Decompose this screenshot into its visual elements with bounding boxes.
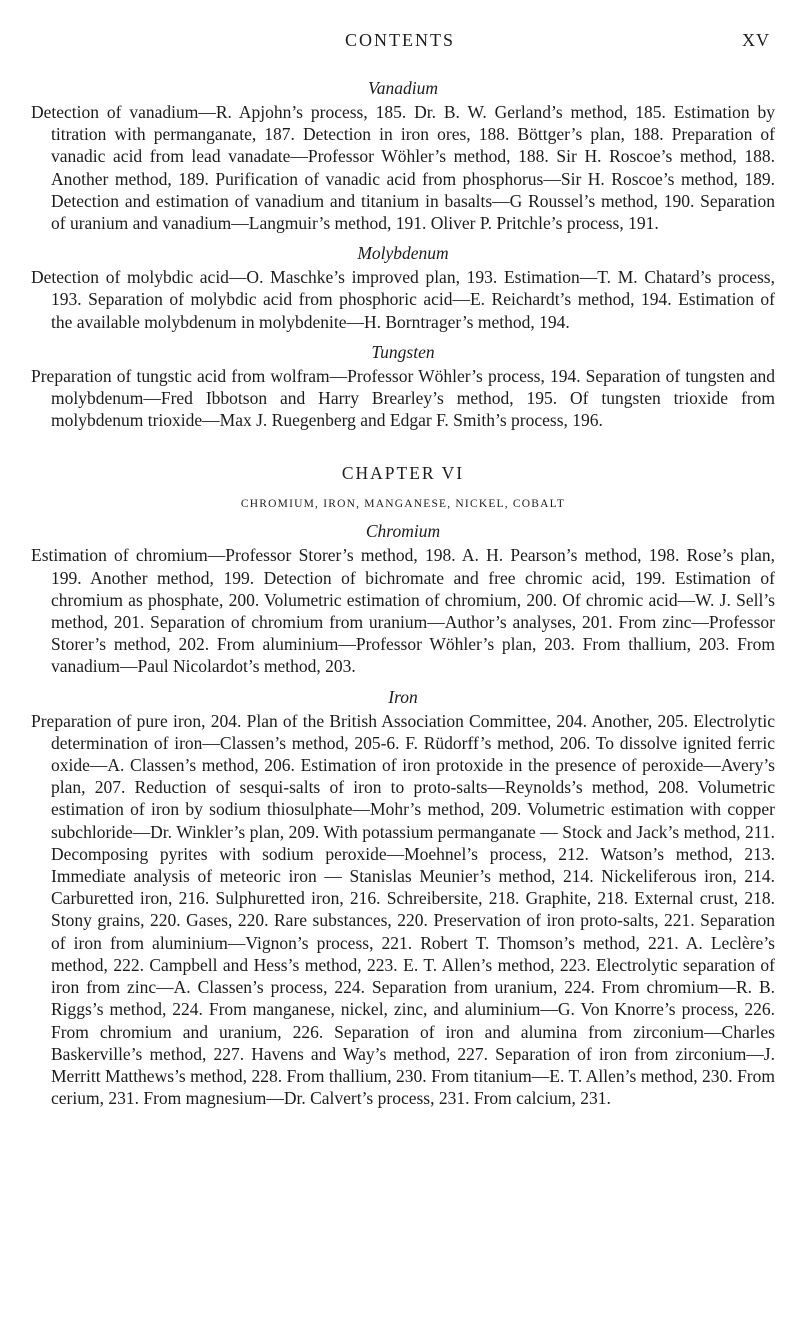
section-title: Chromium [365,521,441,542]
section-title: Vanadium [368,78,438,98]
page-number: XV [742,30,770,50]
section-text: Preparation of pure iron, 204. Plan of the British Association Committee, 204. Another, 205. Electrolytic determination of iron—Classen’s method, 205-6. F. Rüdorff’s method, 206. To dissolve ignited ferric oxide—A. Classen’s method, 206. Estimation of iron protoxide in the presence of peroxide—Avery’s plan, 207. Reduction of sesqui-salts of iron to proto-salts—Reynolds’s method, 208. Volumetric estimation of iron by sodium thiosulphate—Mohr’s method, 209. Volumetric estimation with copper subchloride—Dr. Winkler’s plan, 209. With potassium permanganate — Stock and Jack’s method, 211. Decomposing pyrites with sodium peroxide—Moehnel’s process, 212. Watson’s method, 213. Immediate analysis of meteoric iron — Stanislas Meunier’s method, 214. Nickeliferous iron, 214. Carburetted iron, 216. Sulphuretted iron, 216. Schreibersite, 218. Graphite, 218. External crust, 218. Stony grains, 220. Gases, 220. Rare substances, 220. Preservation of iron proto-salts, 221. Separation of iron from aluminium—Vignon’s process, 221. Robert T. Thomson’s method, 221. A. Leclère’s method, 222. Campbell and Hess’s method, 223. E. T. Allen’s method, 223. Electrolytic separation of iron from zinc—A. Classen’s process, 224. Separation from uranium, 224. From chromium—R. B. Riggs’s method, 224. From manganese, nickel, zinc, and aluminium—G. Von Knorre’s process, 226. From chromium and uranium, 226. Separation of iron and alumina from zirconium—Charles Baskerville’s method, 227. Havens and Way’s method, 227. Separation of iron from zirconium—J. Merritt Matthews’s method, 228. From thallium, 230. From titanium—E. T. Allen’s method, 230. From cerium, 231. From magnesium—Dr. Calvert’s process, 231. From calcium, 231. [31,710,775,1109]
section-chromium [31,520,775,677]
running-head [0,30,800,54]
section-molybdenum [31,242,775,333]
section-tungsten [31,341,775,432]
section-iron [31,686,775,1110]
running-title: CONTENTS [345,30,455,50]
chapter-heading: CHAPTER VI [341,463,465,484]
section-text: Estimation of chromium—Professor Storer’s method, 198. A. H. Pearson’s method, 198. Rose’s plan, 199. Another method, 199. Detection of bichromate and free chromic acid, 199. Estimation of chromium as phosphate, 200. Volumetric estimation of chromium, 200. Of chromic acid—W. J. Sell’s method, 201. Separation of chromium from uranium—Author’s analyses, 201. From zinc—Professor Storer’s method, 202. From aluminium—Professor Wöhler’s plan, 203. From thallium, 203. From vanadium—Paul Nicolardot’s method, 203. [31,545,775,677]
section-title: Tungsten [371,341,435,362]
section-title: Iron [388,686,418,707]
chapter-subheading: CHROMIUM, IRON, MANGANESE, NICKEL, COBALT [240,498,566,511]
section-vanadium [31,77,775,234]
contents-body [31,77,775,1117]
section-text: Detection of vanadium—R. Apjohn’s process, 185. Dr. B. W. Gerland’s method, 185. Estimation by titration with permanganate, 187. Detection in iron ores, 188. Böttger’s plan, 188. Preparation of vanadic acid from lead vanadate—Professor Wöhler’s method, 188. Sir H. Roscoe’s method, 188. Another method, 189. Purification of vanadic acid from phosphorus—Sir H. Roscoe’s method, 189. Detection and estimation of vanadium and titanium in basalts—G Roussel’s method, 190. Separation of uranium and vanadium—Langmuir’s method, 191. Oliver P. Pritchle’s process, 191. [31,102,775,234]
section-text: Preparation of tungstic acid from wolfram—Professor Wöhler’s process, 194. Separation of tungsten and molybdenum—Fred Ibbotson and Harry Brearley’s method, 195. Of tungsten trioxide from molybdenum trioxide—Max J. Ruegenberg and Edgar F. Smith’s process, 196. [31,365,775,431]
section-title: Molybdenum [357,243,449,264]
section-text: Detection of molybdic acid—O. Maschke’s improved plan, 193. Estimation—T. M. Chatard’s process, 193. Separation of molybdic acid from phosphoric acid—E. Reichardt’s method, 194. Estimation of the available molybdenum in molybdenite—H. Borntrager’s method, 194. [31,267,775,332]
